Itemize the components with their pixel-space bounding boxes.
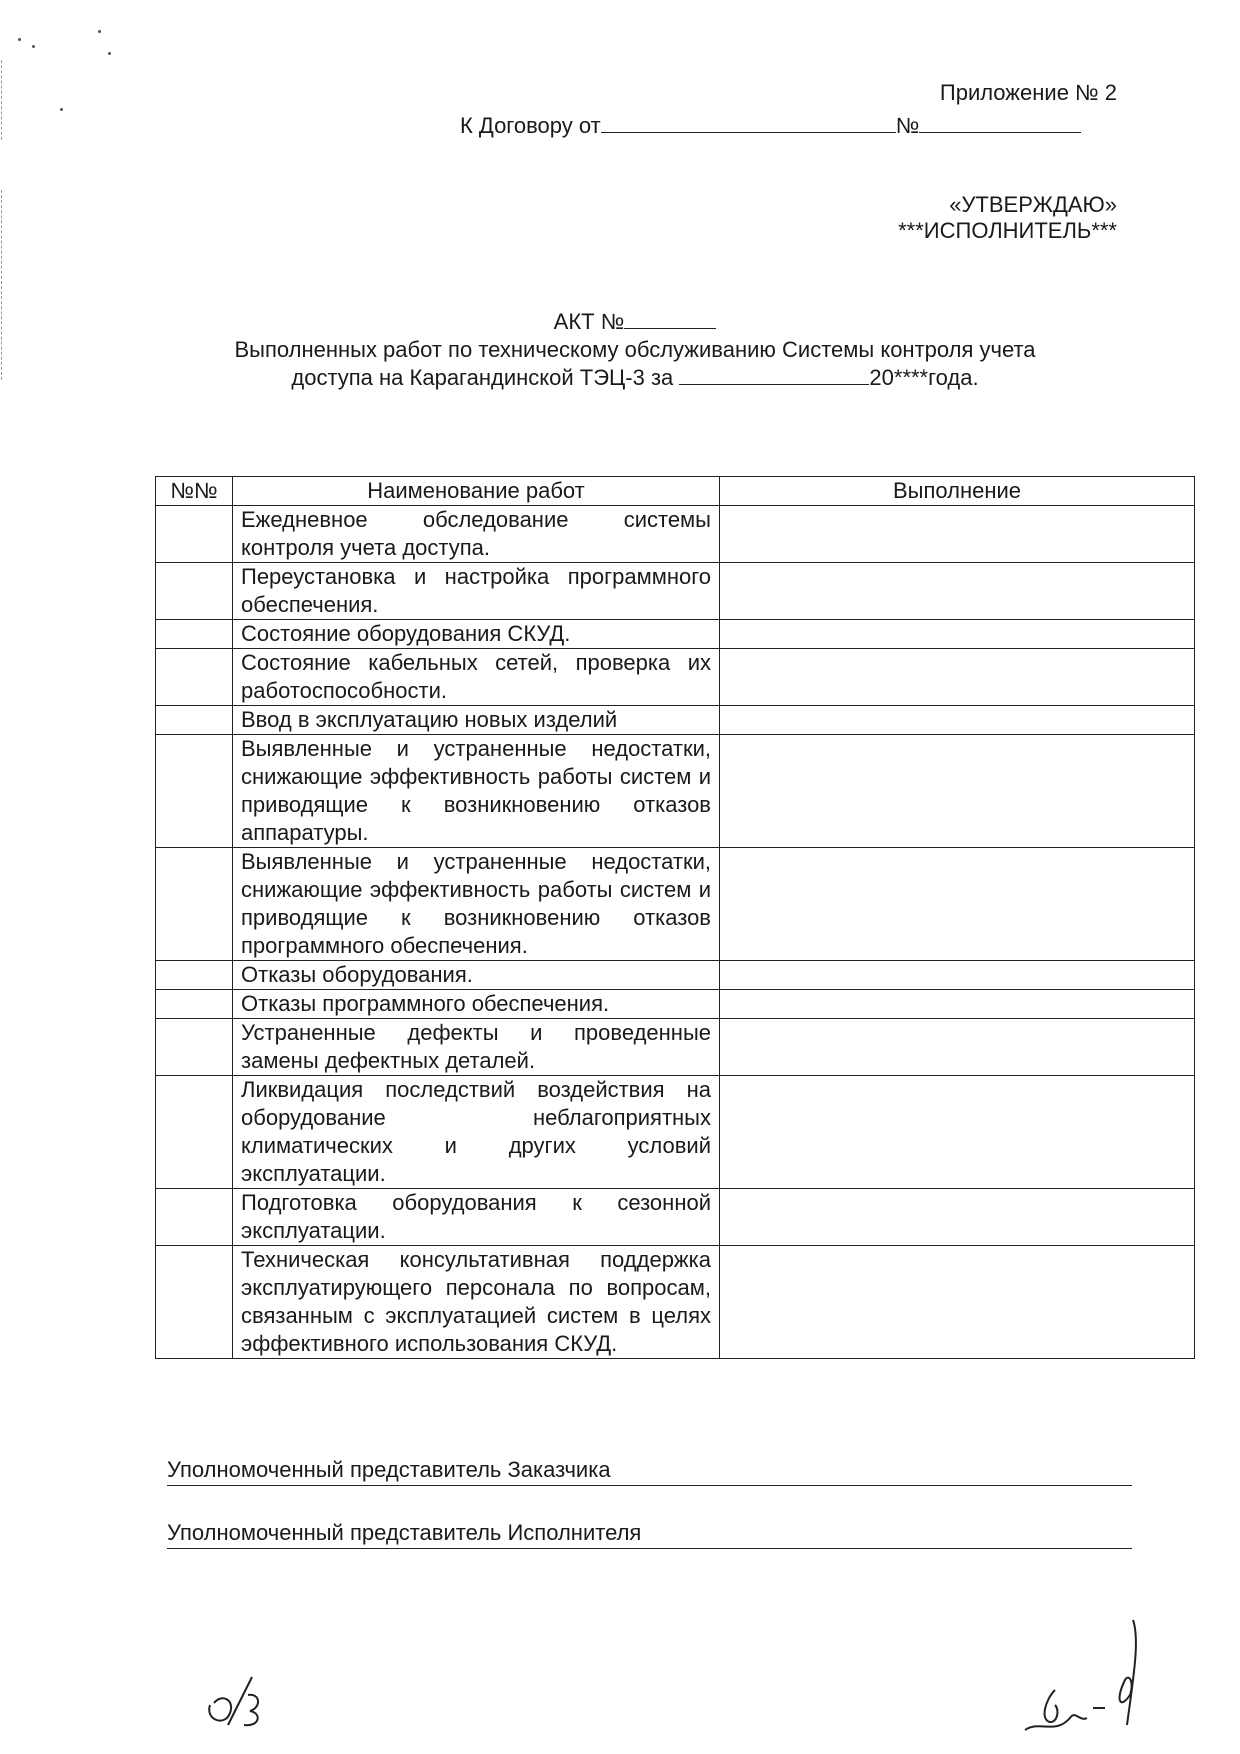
act-period-suffix: 20****года. [869, 365, 979, 390]
appendix-label: Приложение № 2 [939, 80, 1117, 105]
work-name-cell: Переустановка и настройка программного обеспечения. [233, 563, 720, 620]
table-row [156, 1246, 1195, 1359]
row-number-cell [156, 1246, 233, 1359]
approval-title: «УТВЕРЖДАЮ» [949, 192, 1117, 217]
table-row [156, 706, 1195, 735]
execution-cell [720, 706, 1195, 735]
scan-speck [98, 30, 101, 33]
act-period-prefix: доступа на Карагандинской ТЭЦ-3 за [291, 365, 674, 390]
table-header-row [156, 477, 1195, 506]
scan-edge-mark [1, 190, 3, 380]
execution-cell [720, 735, 1195, 848]
row-number-cell [156, 563, 233, 620]
approval-block [898, 192, 1117, 244]
execution-cell [720, 990, 1195, 1019]
works-table [155, 476, 1195, 1359]
table-row [156, 848, 1195, 961]
column-header-execution: Выполнение [720, 477, 1195, 506]
work-name-cell: Отказы программного обеспечения. [233, 990, 720, 1019]
table-row [156, 620, 1195, 649]
contract-prefix: К Договору от [460, 113, 601, 138]
table-row [156, 1019, 1195, 1076]
execution-cell [720, 506, 1195, 563]
row-number-cell [156, 735, 233, 848]
column-header-number: №№ [156, 477, 233, 506]
table-row [156, 961, 1195, 990]
scan-speck [18, 38, 21, 41]
act-description: Выполненных работ по техническому обслуживанию Системы контроля учета [234, 337, 1036, 362]
column-header-work-name: Наименование работ [233, 477, 720, 506]
row-number-cell [156, 848, 233, 961]
customer-representative-label: Уполномоченный представитель Заказчика [167, 1457, 611, 1482]
work-name-cell: Отказы оборудования. [233, 961, 720, 990]
row-number-cell [156, 1189, 233, 1246]
act-period-blank [679, 364, 869, 385]
execution-cell [720, 649, 1195, 706]
execution-cell [720, 620, 1195, 649]
act-number-prefix: АКТ № [553, 309, 625, 334]
row-number-cell [156, 990, 233, 1019]
execution-cell [720, 563, 1195, 620]
table-row [156, 990, 1195, 1019]
scan-edge-mark [1, 60, 3, 140]
act-title [170, 308, 1100, 392]
signature-block [167, 1455, 1132, 1581]
row-number-cell [156, 506, 233, 563]
handwritten-initials-left [200, 1665, 280, 1735]
work-name-cell: Ввод в эксплуатацию новых изделий [233, 706, 720, 735]
executor-representative-label: Уполномоченный представитель Исполнителя [167, 1520, 642, 1545]
table-row [156, 735, 1195, 848]
work-name-cell: Ликвидация последствий воздействия на оборудование неблагоприятных климатических и других условий эксплуатации. [233, 1076, 720, 1189]
row-number-cell [156, 706, 233, 735]
execution-cell [720, 961, 1195, 990]
table-row [156, 1076, 1195, 1189]
scan-speck [32, 45, 35, 48]
work-name-cell: Состояние оборудования СКУД. [233, 620, 720, 649]
execution-cell [720, 1019, 1195, 1076]
row-number-cell [156, 961, 233, 990]
work-name-cell: Состояние кабельных сетей, проверка их работоспособности. [233, 649, 720, 706]
work-name-cell: Устраненные дефекты и проведенные замены дефектных деталей. [233, 1019, 720, 1076]
execution-cell [720, 1246, 1195, 1359]
customer-signature-line [167, 1455, 1132, 1486]
scan-speck [108, 52, 111, 55]
executor-signature-line [167, 1518, 1132, 1549]
work-name-cell: Техническая консультативная поддержка эксплуатирующего персонала по вопросам, связанным с эксплуатацией систем в целях эффективного использования СКУД. [233, 1246, 720, 1359]
row-number-cell [156, 649, 233, 706]
table-row [156, 563, 1195, 620]
act-number-line [170, 308, 1100, 336]
row-number-cell [156, 1076, 233, 1189]
row-number-cell [156, 620, 233, 649]
work-name-cell: Ежедневное обследование системы контроля учета доступа. [233, 506, 720, 563]
work-name-cell: Подготовка оборудования к сезонной эксплуатации. [233, 1189, 720, 1246]
table-row [156, 649, 1195, 706]
execution-cell [720, 848, 1195, 961]
execution-cell [720, 1076, 1195, 1189]
act-number-blank [624, 308, 716, 329]
act-period-line [170, 364, 1100, 392]
contract-number-blank [919, 112, 1081, 133]
contract-date-blank [601, 112, 896, 133]
work-name-cell: Выявленные и устраненные недостатки, снижающие эффективность работы систем и приводящие к возникновению отказов аппаратуры. [233, 735, 720, 848]
execution-cell [720, 1189, 1195, 1246]
handwritten-signature-right [1015, 1610, 1165, 1740]
approval-party: ***ИСПОЛНИТЕЛЬ*** [898, 218, 1117, 243]
contract-reference [460, 112, 1081, 139]
table-row [156, 506, 1195, 563]
table-row [156, 1189, 1195, 1246]
contract-number-sign: № [895, 113, 920, 138]
scan-speck [60, 108, 63, 111]
work-name-cell: Выявленные и устраненные недостатки, снижающие эффективность работы систем и приводящие к возникновению отказов программного обеспечения. [233, 848, 720, 961]
row-number-cell [156, 1019, 233, 1076]
